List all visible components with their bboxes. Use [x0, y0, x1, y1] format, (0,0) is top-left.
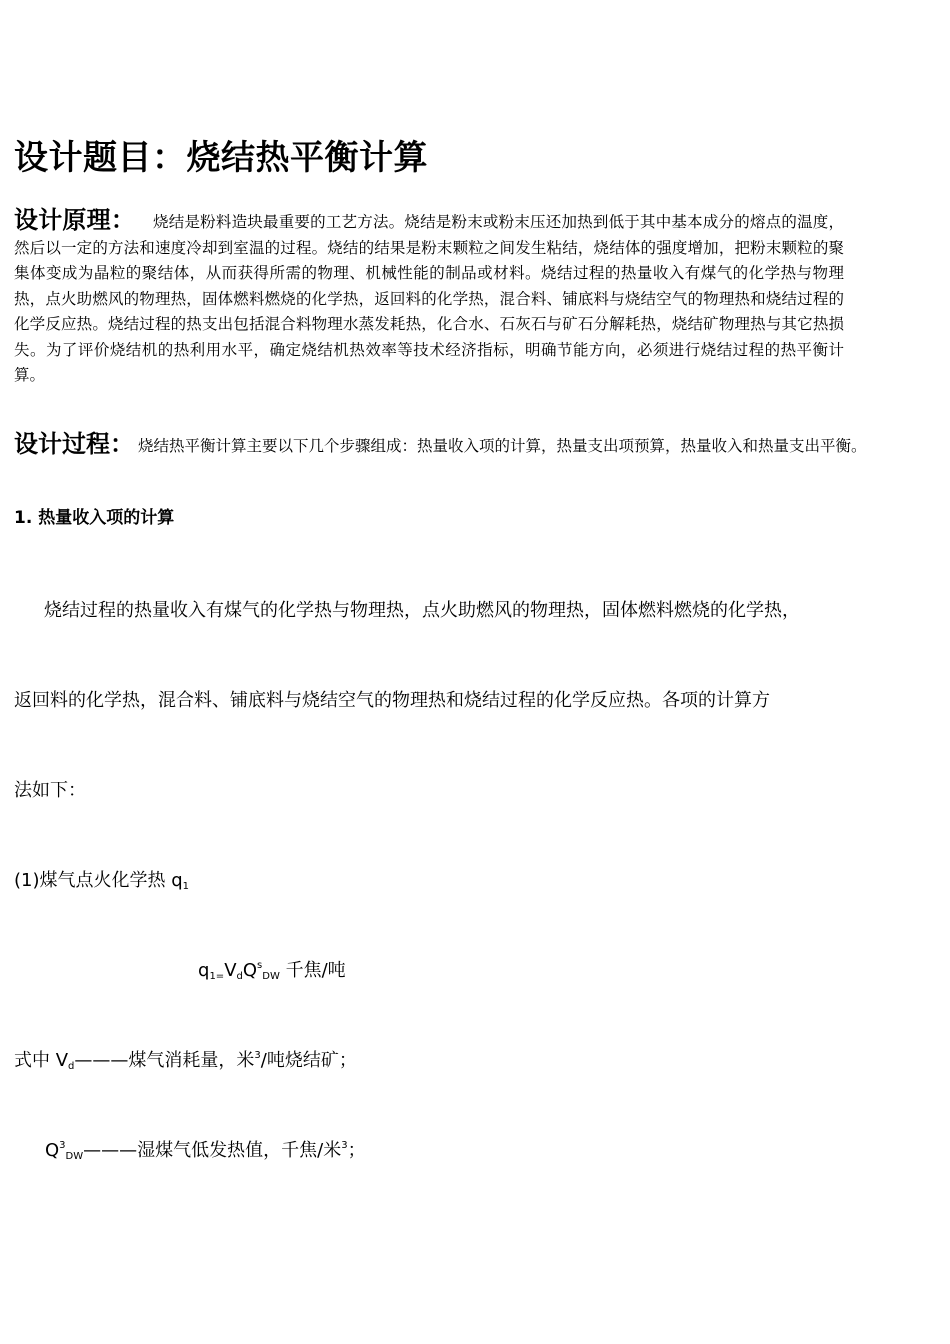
process-heading: 设计过程： [14, 430, 134, 458]
item-1-label [14, 866, 189, 892]
def2-Q: Q [45, 1140, 60, 1161]
body-line-2: 返回料的化学热，混合料、铺底料与烧结空气的物理热和烧结过程的化学反应热。各项的计算方 [14, 690, 770, 711]
principle-text: 烧结是粉料造块最重要的工艺方法。烧结是粉末或粉末压还加热到低于其中基本成分的熔点的温度，然后以一定的方法和速度冷却到室温的过程。烧结的结果是粉末颗粒之间发生粘结，烧结体的强度增加，把粉末颗粒的聚集体变成为晶粒的聚结体，从而获得所需的物理、机械性能的制品或材料。烧结过程的热量收入有煤气的化学热与物理热，点火助燃风的物理热，固体燃料燃烧的化学热，返回料的化学热，混合料、铺底料与烧结空气的物理热和烧结过程的化学反应热。烧结过程的热支出包括混合料物理水蒸发耗热，化合水、石灰石与矿石分解耗热，烧结矿物理热与其它热损失。为了评价烧结机的热利用水平，确定烧结机热效率等技术经济指标，明确节能方向，必须进行烧结过程的热平衡计算。 [14, 213, 844, 384]
definition-vd [14, 1046, 357, 1072]
item-1-label-sub: 1 [182, 881, 190, 892]
def2-Q-sub: DW [65, 1151, 84, 1162]
def1-prefix: 式中 V [14, 1050, 69, 1071]
item-1-label-text: (1)煤气点火化学热 q [14, 870, 183, 891]
design-process-paragraph [14, 430, 944, 460]
formula-v-sub: d [236, 971, 243, 982]
principle-heading: 设计原理： [14, 206, 136, 234]
formula-q: q [198, 960, 210, 981]
body-line-3: 法如下： [14, 780, 86, 801]
def2-mid: ———湿煤气低发热值，千焦/米 [83, 1140, 342, 1161]
design-principle-paragraph [14, 208, 844, 389]
def1-mid: ———煤气消耗量，米 [74, 1050, 255, 1071]
formula-Q-sub: DW [262, 971, 280, 982]
def2-Q-sup: 3 [59, 1140, 66, 1151]
definition-qdw [45, 1136, 366, 1162]
formula-v: V [224, 960, 237, 981]
def1-suffix: /吨烧结矿； [260, 1050, 357, 1071]
def2-sup: 3 [341, 1140, 348, 1151]
def2-suffix: ； [347, 1140, 366, 1161]
def1-v-sub: d [68, 1061, 75, 1072]
process-text: 烧结热平衡计算主要以下几个步骤组成：热量收入项的计算，热量支出项预算，热量收入和热量支出平衡。 [138, 437, 867, 455]
document-title: 设计题目：烧结热平衡计算 [14, 138, 428, 178]
formula-q-sub: 1= [209, 971, 225, 982]
formula-Q: Q [242, 960, 258, 981]
body-line-1: 烧结过程的热量收入有煤气的化学热与物理热，点火助燃风的物理热，固体燃料燃烧的化学热， [44, 600, 800, 621]
formula-unit: 千焦/吨 [279, 960, 346, 981]
formula-Q-sup: s [257, 960, 263, 971]
formula-q1 [198, 956, 346, 982]
step-1-title: 1. 热量收入项的计算 [14, 508, 175, 528]
def1-sup: 3 [254, 1050, 261, 1061]
